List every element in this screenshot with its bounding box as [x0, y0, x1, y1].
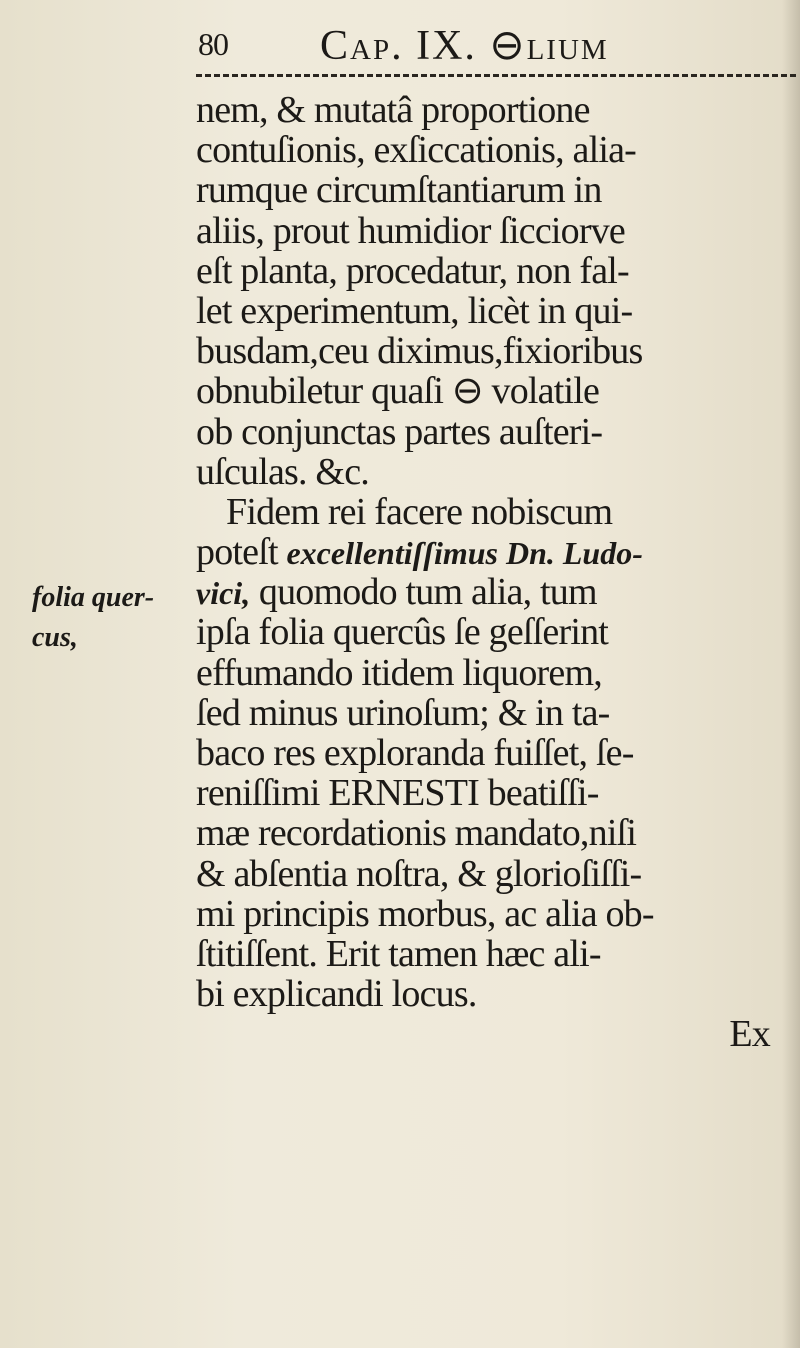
text-line: bi explicandi locus. [196, 974, 477, 1015]
header-rule [196, 74, 796, 77]
italic-name-end: vici, [196, 575, 251, 612]
text-line [196, 572, 796, 612]
marginal-note-line: folia quer- [32, 582, 155, 613]
italic-name: excellentiſſimus Dn. Ludo- [286, 535, 643, 572]
text-line: reniſſimi ERNESTI beatiſſi- [196, 773, 599, 814]
text-line: Fidem rei facere nobiscum [226, 491, 613, 533]
text-line: ſtitiſſent. Erit tamen hæc ali- [196, 933, 601, 975]
marginal-note-line: cus, [32, 622, 78, 653]
text-line: eſt planta, procedatur, non fal- [196, 250, 629, 291]
text-line: baco res exploranda fuiſſet, ſe- [196, 733, 634, 774]
text-line [196, 532, 796, 572]
text-span: quomodo tum alia, tum [258, 572, 597, 613]
text-line: mæ recordationis mandato,niſi [196, 813, 637, 854]
text-line: mi principis morbus, ac alia ob- [196, 893, 654, 934]
body-text [196, 90, 796, 1055]
text-line: aliis, prout humidior ſicciorve [196, 210, 625, 251]
text-line: ob conjunctas partes auſteri- [196, 411, 603, 452]
chapter-title: Cap. IX. ⊖lium [320, 23, 609, 69]
text-line: contuſionis, exſiccationis, alia- [196, 130, 637, 171]
text-line: ipſa folia quercûs ſe geſſerint [196, 612, 609, 653]
text-line: obnubiletur quaſi ⊖ volatile [196, 371, 600, 412]
text-span: poteſt [196, 532, 278, 573]
text-line: & abſentia noſtra, & glorioſiſſi- [196, 853, 642, 894]
text-line: rumque circumſtantiarum in [196, 170, 602, 211]
text-line: nem, & mutatâ proportione [196, 90, 590, 131]
text-line: uſculas. &c. [196, 451, 369, 492]
text-line: ſed minus urinoſum; & in ta- [196, 692, 610, 733]
text-line: let experimentum, licèt in qui- [196, 290, 633, 332]
marginal-note [32, 578, 192, 658]
text-line: busdam,ceu diximus,fixioribus [196, 331, 643, 372]
text-line: effumando itidem liquorem, [196, 652, 602, 693]
page-number: 80 [198, 26, 228, 62]
page-header [198, 14, 758, 69]
catchword: Ex [729, 1014, 770, 1055]
